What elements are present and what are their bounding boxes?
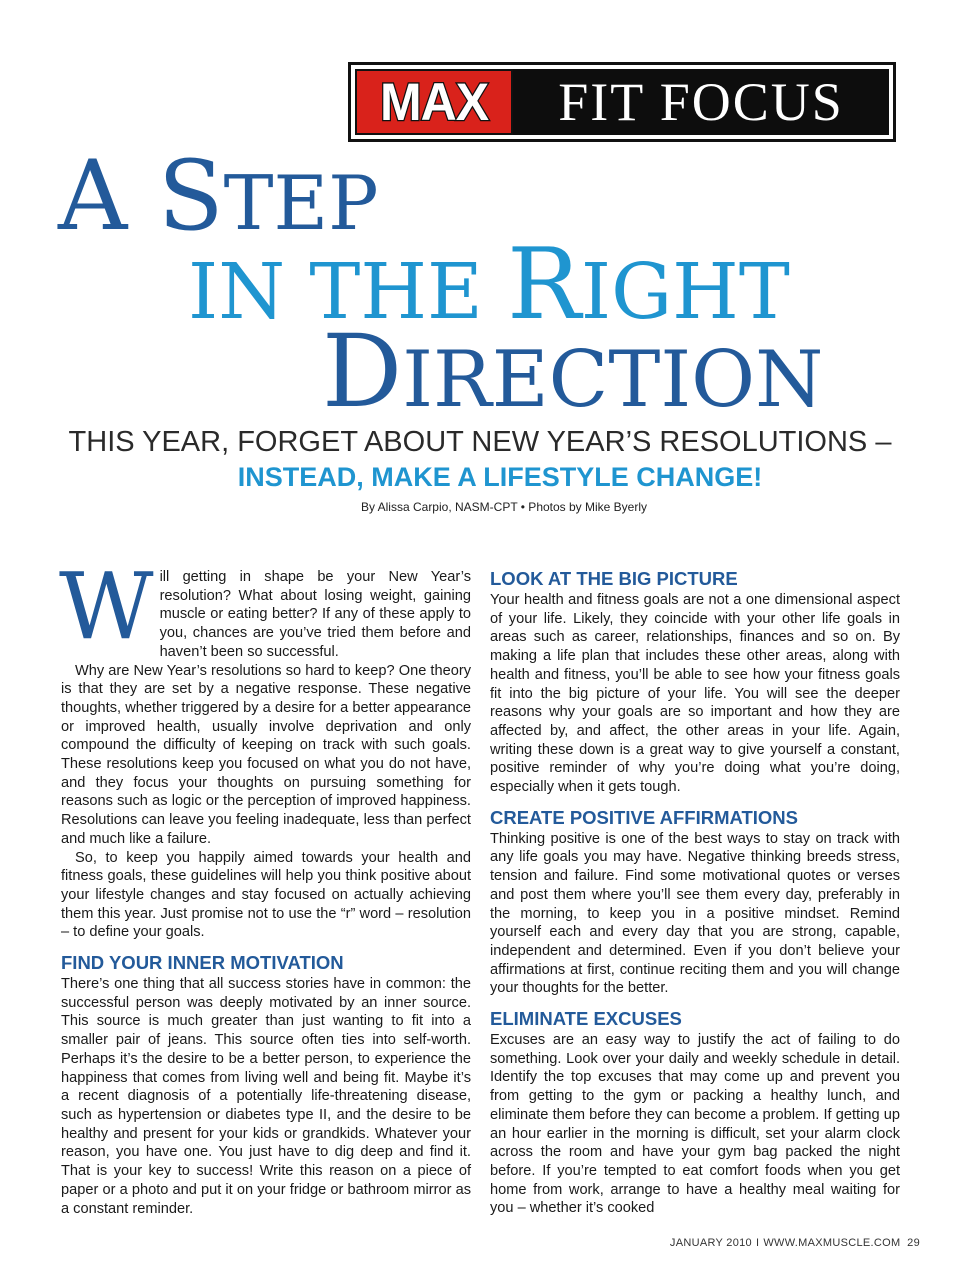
section-heading-big-picture: LOOK AT THE BIG PICTURE [490,568,738,589]
page-footer [670,1237,920,1249]
brand-logo [355,69,513,135]
section-banner [513,69,889,135]
footer-url: WWW.MAXMUSCLE.COM [763,1237,901,1249]
section-heading-motivation: FIND YOUR INNER MOTIVATION [61,952,344,974]
byline: By Alissa Carpio, NASM-CPT • Photos by Mike Byerly [360,500,648,514]
headline-line-1 [58,140,379,252]
section-heading-affirmations: CREATE POSITIVE AFFIRMATIONS [490,806,798,828]
headline-line-1-cap: A S [58,140,224,252]
intro-text: ill getting in shape be your New Year’s resolution? What about losing weight, gaining muscle or eating better? If any of these apply to you, chances are you’ve tried them before and haven’t been so successful. [159,569,471,660]
section-body-big-picture: Your health and fitness goals are not a one dimensional aspect of your life. Likely, they coincide with your other life goals in areas such as career, relationships, finances and so on. By making a life plan that includes these other areas, along with health and fitness, you’ll be able to see how your fitness goals fit into the big picture of your life. You will see the deeper reasons why your goals are so important and how they are affected by, and affect, the other areas in your life. Again, writing these down is a great way to give yourself a constant, positive reminder of why you’re doing what you’re doing, especially when it gets tough. [490,592,900,796]
article-column-right [490,568,900,1218]
headline-line-3-cap: D [322,313,403,430]
deck-line-1: THIS YEAR, FORGET ABOUT NEW YEAR’S RESOLUTIONS – [68,426,892,458]
headline-line-2-cap: R [507,228,581,342]
section-heading-excuses: ELIMINATE EXCUSES [490,1008,682,1030]
body-paragraph: So, to keep you happily aimed towards your health and fitness goals, these guidelines will help you think positive about your lifestyle changes and stay focused on actually achieving them this year. Just promise not to use the “r” word – resolution – to define your goals. [61,849,471,941]
headline-line-2 [188,228,790,342]
intro-paragraph [59,553,471,662]
headline-line-2-rest: IGHT [580,248,790,337]
section-body-motivation: There’s one thing that all success stories have in common: the successful person was deeply motivated by an inner source. This source is much greater than just wanting to fit into a smaller pair of jeans. This source often ties into self-worth. Perhaps it’s the desire to be a better person, to experience the happiness that comes from living well and being fit. Maybe it’s a recent diagnosis of a potentially life-threatening disease, such as hypertension or diabetes type II, and the desire to be healthy and present for your kids or grandkids. Whatever your reason, you have one. You just have to dig deep and find it. That is your key to success! Write this reason on a piece of paper or a photo and put it on your fridge or bathroom mirror as a constant reminder. [61,976,471,1217]
headline-line-2-start: IN THE [188,248,508,337]
brand-logo-text: MAX [379,72,489,132]
deck-line-2: INSTEAD, MAKE A LIFESTYLE CHANGE! [237,462,763,492]
section-body-excuses: Excuses are an easy way to justify the act of failing to do something. Look over your daily and weekly schedule in detail. Identify the top excuses that may come up and prevent you from getting to the gym or packing a healthy lunch, and eliminate them before they can become a problem. If getting up an hour earlier in the morning is difficult, set your alarm clock across the room and have your gym bag packed the night before. If you’re tempted to eat comfort foods when you get home from work, arrange to have a healthy meal waiting for you – whether it’s cooked [490,1032,900,1217]
headline-line-3-rest: IRECTION [402,335,824,425]
drop-cap: W [59,553,154,660]
section-masthead [348,62,896,142]
body-paragraph: Why are New Year’s resolutions so hard to keep? One theory is that they are set by a negative response. These negative thoughts, whether triggered by a desire for a better appearance or improved health, usually involve deprivation and only compound the difficulty of keeping on track with such goals. These resolutions keep you focused on what you do not have, and they focus your thoughts on pursuing something for reasons such as logic or the perception of improved happiness. Resolutions can leave you feeling inadequate, less than perfect and much like a failure. [61,662,471,847]
section-title: FIT FOCUS [558,72,844,132]
footer-issue: JANUARY 2010 [669,1237,752,1249]
headline-line-1-rest: TEP [223,160,379,247]
section-body-affirmations: Thinking positive is one of the best ways to stay on track with any life goals you may have. Negative thinking breeds stress, tension and failure. Find some motivational quotes or verses and post them where you’ll see them every day, preferably in the morning, to keep you in a positive mindset. Remind yourself each and every day that you are strong, capable, independent and determined. Even if you don’t believe your affirmations at first, continue reciting them and you will change your thoughts for the better. [490,830,900,997]
footer-separator: I [755,1237,760,1249]
headline-line-3 [322,313,824,430]
page-number: 29 [907,1237,920,1249]
article-column-left [59,553,471,1218]
